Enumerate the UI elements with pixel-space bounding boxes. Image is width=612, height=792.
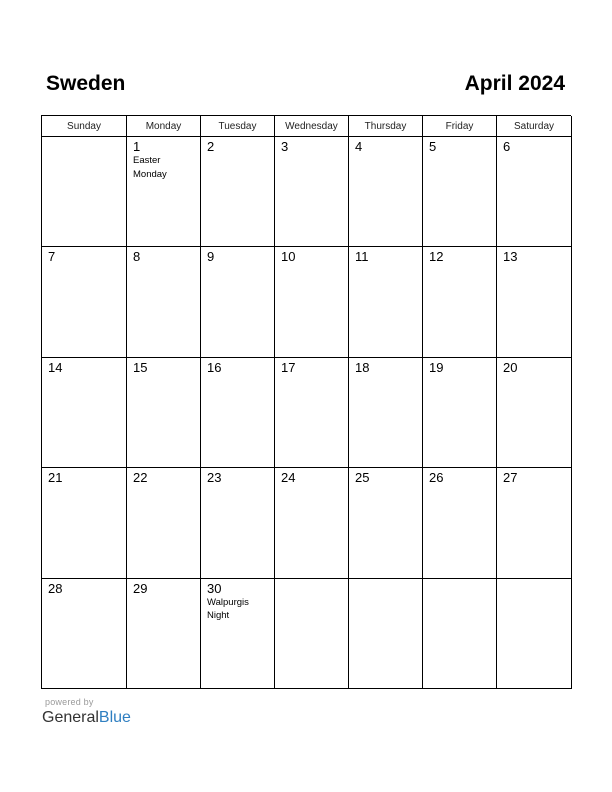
day-number: 2 (207, 139, 215, 154)
country-title: Sweden (46, 72, 126, 95)
day-number: 7 (48, 249, 56, 265)
day-cell (127, 579, 201, 689)
day-number: 22 (133, 470, 148, 486)
day-cell (423, 468, 497, 578)
weekday-header-sunday: Sunday (42, 116, 127, 137)
day-number: 3 (281, 139, 289, 154)
day-cell (127, 358, 201, 468)
day-number: 23 (207, 470, 222, 486)
day-number: 15 (133, 359, 148, 375)
powered-by-text: powered by (45, 697, 94, 707)
day-cell (275, 468, 349, 578)
day-number: 18 (355, 359, 370, 375)
day-cell (42, 358, 127, 468)
weekday-header-saturday: Saturday (497, 116, 572, 137)
day-cell (201, 579, 275, 689)
day-number: 17 (281, 359, 296, 375)
day-number: 6 (503, 139, 511, 154)
day-cell (275, 358, 349, 468)
day-number: 28 (48, 580, 63, 596)
holiday-label: Easter Monday (133, 155, 167, 180)
day-cell (349, 468, 423, 578)
holiday-label: Walpurgis Night (207, 596, 249, 622)
weekday-header-wednesday: Wednesday (275, 116, 349, 137)
day-number: 25 (355, 470, 370, 486)
day-number: 5 (429, 139, 437, 154)
day-cell (42, 247, 127, 357)
month-title: April 2024 (464, 72, 565, 95)
day-number: 26 (429, 470, 444, 486)
day-cell (423, 137, 497, 247)
day-number: 20 (503, 359, 518, 375)
day-cell (349, 358, 423, 468)
day-cell (497, 137, 572, 247)
day-number: 21 (48, 470, 63, 486)
day-cell (127, 137, 201, 247)
day-cell (127, 468, 201, 578)
day-cell (201, 358, 275, 468)
day-cell (349, 579, 423, 689)
day-number: 13 (503, 249, 518, 265)
day-cell (349, 137, 423, 247)
day-number: 9 (207, 249, 215, 265)
weekday-header-thursday: Thursday (349, 116, 423, 137)
day-number: 30 (207, 580, 222, 596)
day-number: 29 (133, 580, 148, 596)
day-cell (349, 247, 423, 357)
day-number: 19 (429, 359, 444, 375)
day-cell (275, 579, 349, 689)
day-cell (127, 247, 201, 357)
logo-blue-text: Blue (98, 709, 131, 726)
day-number: 1 (133, 139, 141, 154)
weekday-header-monday: Monday (127, 116, 201, 137)
day-cell (423, 579, 497, 689)
day-number: 4 (355, 139, 363, 154)
calendar-grid (41, 115, 571, 689)
day-cell (201, 468, 275, 578)
day-cell (423, 247, 497, 357)
day-number: 10 (281, 249, 296, 265)
day-number: 27 (503, 470, 518, 486)
day-number: 12 (429, 249, 444, 265)
weekday-header-tuesday: Tuesday (201, 116, 275, 137)
day-cell (497, 579, 572, 689)
day-cell (275, 137, 349, 247)
day-cell (497, 468, 572, 578)
day-cell (201, 137, 275, 247)
weekday-header-friday: Friday (423, 116, 497, 137)
day-cell (275, 247, 349, 357)
day-cell (42, 137, 127, 247)
day-number: 24 (281, 470, 296, 486)
day-number: 14 (48, 359, 63, 375)
day-cell (42, 579, 127, 689)
day-cell (497, 358, 572, 468)
day-number: 8 (133, 249, 141, 265)
logo-general-text: General (42, 709, 99, 726)
day-number: 11 (355, 249, 369, 265)
generalblue-logo[interactable] (42, 708, 131, 728)
day-cell (423, 358, 497, 468)
day-cell (497, 247, 572, 357)
day-cell (42, 468, 127, 578)
day-number: 16 (207, 359, 222, 375)
day-cell (201, 247, 275, 357)
